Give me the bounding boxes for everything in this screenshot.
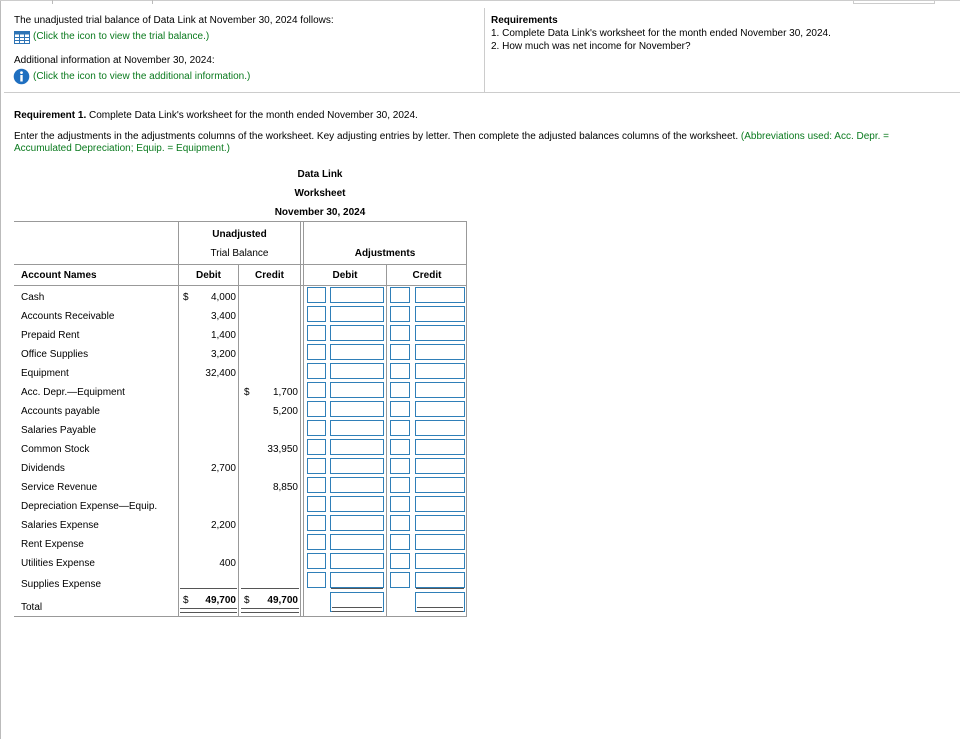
adj-debit-key-input[interactable] [307,344,326,360]
adj-debit-key-input[interactable] [307,420,326,436]
header-bottom-border [14,285,467,286]
adj-credit-key-input[interactable] [390,306,410,322]
adj-debit-key-input[interactable] [307,363,326,379]
instruction-text: Enter the adjustments in the adjustments columns of the worksheet. Key adjusting entries by letter. Then complete the adjusted balances columns of the worksheet. [14,131,739,142]
adj-credit-amount-input[interactable] [415,287,465,303]
info-icon[interactable] [13,68,30,85]
adj-credit-amount-input[interactable] [415,496,465,512]
adj-debit-amount-input[interactable] [330,439,384,455]
adj-credit-amount-input[interactable] [415,325,465,341]
adj-debit-rule [331,588,383,589]
adj-debit-amount-input[interactable] [330,420,384,436]
table-top-border [14,221,467,222]
adj-credit-total-input[interactable] [415,592,465,612]
adj-debit-key-input[interactable] [307,325,326,341]
adj-credit-key-input[interactable] [390,572,410,588]
adj-credit-key-input[interactable] [390,515,410,531]
left-frame-line [0,0,1,739]
col-account-names: Account Names [21,270,97,281]
header-divider-vertical [484,8,485,92]
utb-credit-value: 33,950 [267,444,298,455]
adj-credit-key-input[interactable] [390,496,410,512]
adj-credit-key-input[interactable] [390,382,410,398]
adj-credit-amount-input[interactable] [415,439,465,455]
account-name: Accounts payable [21,406,100,417]
trial-balance-text: The unadjusted trial balance of Data Link at November 30, 2024 follows: [14,15,334,26]
adj-debit-key-input[interactable] [307,496,326,512]
adj-credit-key-input[interactable] [390,439,410,455]
trial-balance-link[interactable]: (Click the icon to view the trial balance.) [33,31,210,42]
adj-credit-key-input[interactable] [390,458,410,474]
account-name: Acc. Depr.—Equipment [21,387,125,398]
adj-debit-key-input[interactable] [307,515,326,531]
requirement-item-2: 2. How much was net income for November? [491,41,691,52]
adj-credit-key-input[interactable] [390,401,410,417]
currency-sign: $ [183,292,189,303]
table-grid-icon[interactable] [14,31,30,44]
header-mid-border [14,264,467,265]
account-name: Dividends [21,463,65,474]
utb-credit-value: 1,700 [272,387,298,398]
adj-credit-amount-input[interactable] [415,477,465,493]
adj-credit-rule [416,588,464,589]
account-name: Utilities Expense [21,558,95,569]
adj-debit-amount-input[interactable] [330,306,384,322]
adj-debit-amount-input[interactable] [330,515,384,531]
account-name: Supplies Expense [21,579,102,590]
account-name: Salaries Expense [21,520,99,531]
adj-credit-amount-input[interactable] [415,344,465,360]
adjustments-group: Adjustments [354,248,416,259]
currency-sign: $ [244,595,250,606]
header-divider-horizontal [4,92,960,93]
adj-debit-amount-input[interactable] [330,287,384,303]
col-adj-credit: Credit [412,270,442,281]
adj-debit-key-input[interactable] [307,572,326,588]
adj-credit-amount-input[interactable] [415,515,465,531]
account-name: Depreciation Expense—Equip. [21,501,158,512]
adj-debit-total-input[interactable] [330,592,384,612]
adj-debit-amount-input[interactable] [330,344,384,360]
account-name: Rent Expense [21,539,84,550]
adj-credit-key-input[interactable] [390,325,410,341]
adj-debit-key-input[interactable] [307,439,326,455]
account-name: Accounts Receivable [21,311,115,322]
total-debit: 49,700 [205,595,236,606]
adj-credit-amount-input[interactable] [415,534,465,550]
currency-sign: $ [244,387,250,398]
top-frame-tick [152,0,153,4]
col-divider [238,264,239,617]
adj-credit-amount-input[interactable] [415,382,465,398]
account-name: Service Revenue [21,482,98,493]
adj-debit-amount-input[interactable] [330,496,384,512]
total-credit-double-rule [241,608,299,613]
requirements-title: Requirements [491,15,558,26]
adj-debit-amount-input[interactable] [330,572,384,588]
adj-debit-amount-input[interactable] [330,534,384,550]
adj-credit-key-input[interactable] [390,344,410,360]
total-credit-rule [241,588,299,589]
adj-credit-key-input[interactable] [390,534,410,550]
instruction-paragraph [14,131,944,155]
adj-debit-total-double-rule [332,607,382,612]
account-name: Salaries Payable [21,425,97,436]
adj-credit-key-input[interactable] [390,553,410,569]
utb-debit-value: 2,200 [210,520,236,531]
adj-debit-amount-input[interactable] [330,458,384,474]
utb-credit-value: 5,200 [272,406,298,417]
adj-credit-total-double-rule [417,607,463,612]
adj-credit-amount-input[interactable] [415,458,465,474]
total-debit-rule [180,588,237,589]
col-divider [386,264,387,617]
adj-debit-amount-input[interactable] [330,325,384,341]
requirement1-text: Complete Data Link's worksheet for the month ended November 30, 2024. [86,110,418,121]
additional-info-link[interactable]: (Click the icon to view the additional information.) [33,71,251,82]
utb-group-line2: Trial Balance [210,248,269,259]
utb-debit-value: 32,400 [205,368,236,379]
abbreviations-text: (Abbreviations used: Acc. Depr. = Accumulated Depreciation; Equip. = Equipment.) [14,131,890,154]
adj-credit-key-input[interactable] [390,477,410,493]
col-divider [300,221,301,617]
col-utb-debit: Debit [196,270,221,281]
requirement1-label: Requirement 1. [14,110,87,121]
adj-credit-amount-input[interactable] [415,572,465,588]
adj-credit-amount-input[interactable] [415,401,465,417]
requirement1-heading [14,110,418,121]
adj-debit-amount-input[interactable] [330,363,384,379]
top-frame [0,0,960,5]
total-debit-double-rule [180,608,237,613]
currency-sign: $ [183,595,189,606]
utb-debit-value: 2,700 [210,463,236,474]
col-adj-debit: Debit [332,270,358,281]
total-label: Total [21,602,43,613]
worksheet-title: Worksheet [294,188,346,199]
adj-credit-amount-input[interactable] [415,553,465,569]
account-name: Office Supplies [21,349,89,360]
adj-debit-key-input[interactable] [307,306,326,322]
account-name: Equipment [21,368,69,379]
adj-debit-key-input[interactable] [307,553,326,569]
adj-debit-amount-input[interactable] [330,401,384,417]
adj-debit-key-input[interactable] [307,401,326,417]
account-name: Prepaid Rent [21,330,80,341]
adj-debit-key-input[interactable] [307,534,326,550]
utb-group-line1: Unadjusted [212,229,267,240]
adj-debit-amount-input[interactable] [330,382,384,398]
worksheet-company: Data Link [297,169,343,180]
adj-credit-key-input[interactable] [390,420,410,436]
total-credit: 49,700 [267,595,298,606]
account-name: Cash [21,292,45,303]
additional-info-text: Additional information at November 30, 2024: [14,55,215,66]
adj-debit-amount-input[interactable] [330,477,384,493]
utb-debit-value: 4,000 [210,292,236,303]
adj-debit-key-input[interactable] [307,287,326,303]
utb-debit-value: 400 [219,558,236,569]
adj-debit-key-input[interactable] [307,382,326,398]
worksheet-date: November 30, 2024 [274,207,366,218]
top-frame-tick [52,0,53,4]
adj-debit-key-input[interactable] [307,458,326,474]
utb-debit-value: 3,200 [210,349,236,360]
account-name: Common Stock [21,444,90,455]
utb-debit-value: 3,400 [210,311,236,322]
adj-debit-key-input[interactable] [307,477,326,493]
top-right-box [853,0,935,4]
table-bottom-border [14,616,467,617]
requirement-item-1: 1. Complete Data Link's worksheet for the month ended November 30, 2024. [491,28,831,39]
utb-credit-value: 8,850 [272,482,298,493]
col-utb-credit: Credit [255,270,284,281]
adj-debit-amount-input[interactable] [330,553,384,569]
adj-credit-key-input[interactable] [390,363,410,379]
adj-credit-key-input[interactable] [390,287,410,303]
utb-debit-value: 1,400 [210,330,236,341]
adj-credit-amount-input[interactable] [415,420,465,436]
adj-credit-amount-input[interactable] [415,363,465,379]
adj-credit-amount-input[interactable] [415,306,465,322]
